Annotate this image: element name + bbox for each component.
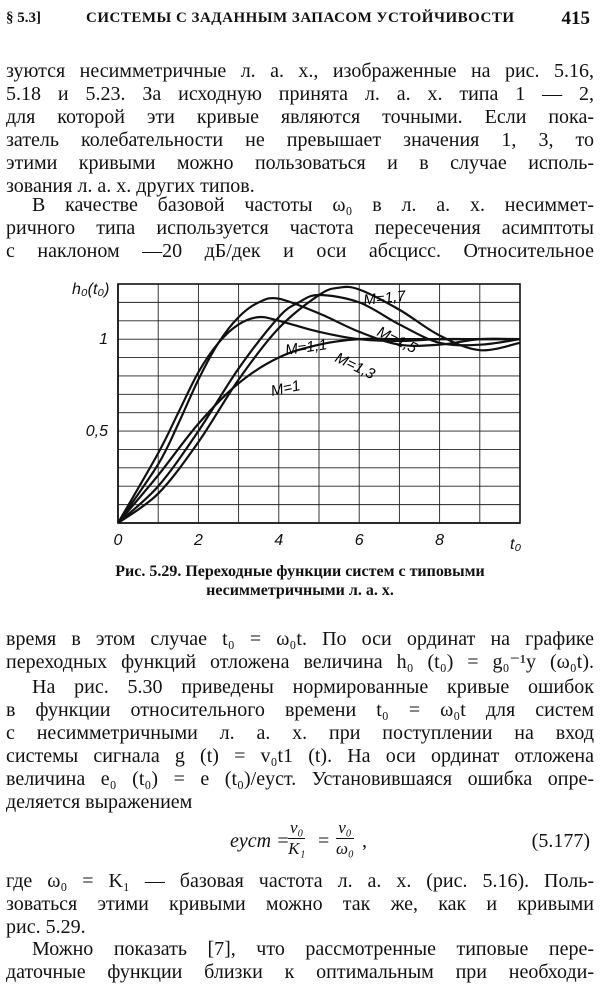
page-number: 415	[561, 8, 590, 29]
equation-comma: ,	[362, 830, 367, 852]
caption-line: несимметричными л. а. х.	[206, 582, 394, 599]
running-header	[6, 8, 590, 30]
paragraph-1	[6, 60, 594, 198]
series-label: M=1,3	[332, 349, 378, 384]
text-line: в функции относительного времени t₀ = ω₀t для систем	[6, 699, 594, 721]
x-tick-label: 4	[274, 532, 284, 549]
paragraph-3	[6, 628, 594, 674]
equation-fraction-1	[288, 818, 305, 859]
text-line: деляется выражением	[6, 791, 193, 813]
equation-lhs: eуст =	[230, 830, 290, 852]
series-label: M=1,5	[374, 323, 420, 358]
paragraph-2	[6, 194, 594, 263]
y-tick-label: 1	[99, 331, 108, 349]
equation-5-177	[0, 818, 600, 866]
text-line: этими кривыми можно пользоваться и в случае исполь-	[6, 152, 594, 174]
text-line: системы сигнала g (t) = v₀t1 (t). На оси ординат отложена	[6, 745, 594, 767]
paragraph-5	[6, 870, 594, 939]
text-line: На рис. 5.30 приведены нормированные кривые ошибок	[32, 676, 594, 698]
text-line: с несимметричными л. а. х. при поступлении на вход	[6, 722, 594, 744]
x-tick-label: 8	[435, 532, 445, 549]
text-line: затель колебательности не превышает значения 1, 3, то	[6, 129, 594, 151]
caption-line: Рис. 5.29. Переходные функции систем с типовыми	[115, 563, 485, 580]
paragraph-4	[6, 676, 594, 814]
text-line: Можно показать [7], что рассмотренные типовые пере-	[32, 938, 594, 960]
fraction-numerator: v₀	[290, 818, 304, 837]
chart-labels	[72, 281, 521, 553]
equals-sign: =	[318, 830, 330, 852]
x-tick-label: 6	[354, 532, 364, 549]
text-line: время в этом случае t₀ = ω₀t. По оси ординат на графике	[6, 628, 594, 650]
fraction-denominator: K₁	[288, 839, 306, 858]
text-line: рис. 5.29.	[6, 916, 86, 938]
fraction-numerator: v₀	[336, 818, 354, 839]
text-line: зуются несимметричные л. а. х., изображенные на рис. 5.16,	[6, 60, 594, 82]
text-line: переходных функций отложена величина h₀ (t₀) = g₀⁻¹y (ω₀t).	[6, 651, 594, 673]
running-title: СИСТЕМЫ С ЗАДАННЫМ ЗАПАСОМ УСТОЙЧИВОСТИ	[86, 10, 515, 26]
equation-fraction-2	[336, 818, 354, 859]
x-axis-label: t₀	[510, 536, 522, 553]
text-line: где ω₀ = K₁ — базовая частота л. а. х. (рис. 5.16). Поль-	[6, 870, 594, 892]
text-line: 5.18 и 5.23. За исходную принята л. а. х. типа 1 — 2,	[6, 83, 594, 105]
series-label: M=1	[269, 377, 302, 400]
figure-caption	[6, 562, 594, 600]
section-number: § 5.3]	[6, 10, 41, 26]
text-line: зования л. а. х. других типов.	[6, 175, 255, 197]
x-tick-label: 2	[193, 532, 203, 549]
transient-response-chart	[0, 258, 600, 558]
x-tick-label: 0	[113, 532, 123, 549]
chart-grid	[118, 284, 520, 523]
y-tick-label: 0,5	[85, 423, 108, 441]
text-line: с наклоном —20 дБ/дек и оси абсцисс. Относительное	[6, 240, 594, 262]
text-line: ричного типа используется частота пересечения асимптоты	[6, 217, 594, 239]
text-line: В качестве базовой частоты ω₀ в л. а. х. несиммет-	[32, 194, 594, 216]
paragraph-6	[6, 938, 594, 984]
y-axis-label: h₀(t₀)	[72, 281, 110, 298]
text-line: для которой эти кривые являются точными. Если пока-	[6, 106, 594, 128]
series-label: M=1,1	[284, 336, 329, 359]
text-line: величина e₀ (t₀) = e (t₀)/eуст. Установившаяся ошибка опре-	[6, 768, 594, 790]
fraction-denominator: ω₀	[336, 839, 354, 858]
text-line: зоваться этими кривыми можно так же, как и кривыми	[6, 893, 594, 915]
equation-number: (5.177)	[531, 830, 590, 852]
series-label: M=1,7	[362, 287, 407, 309]
text-line: даточные функции близки к оптимальным при необходи-	[6, 961, 594, 983]
